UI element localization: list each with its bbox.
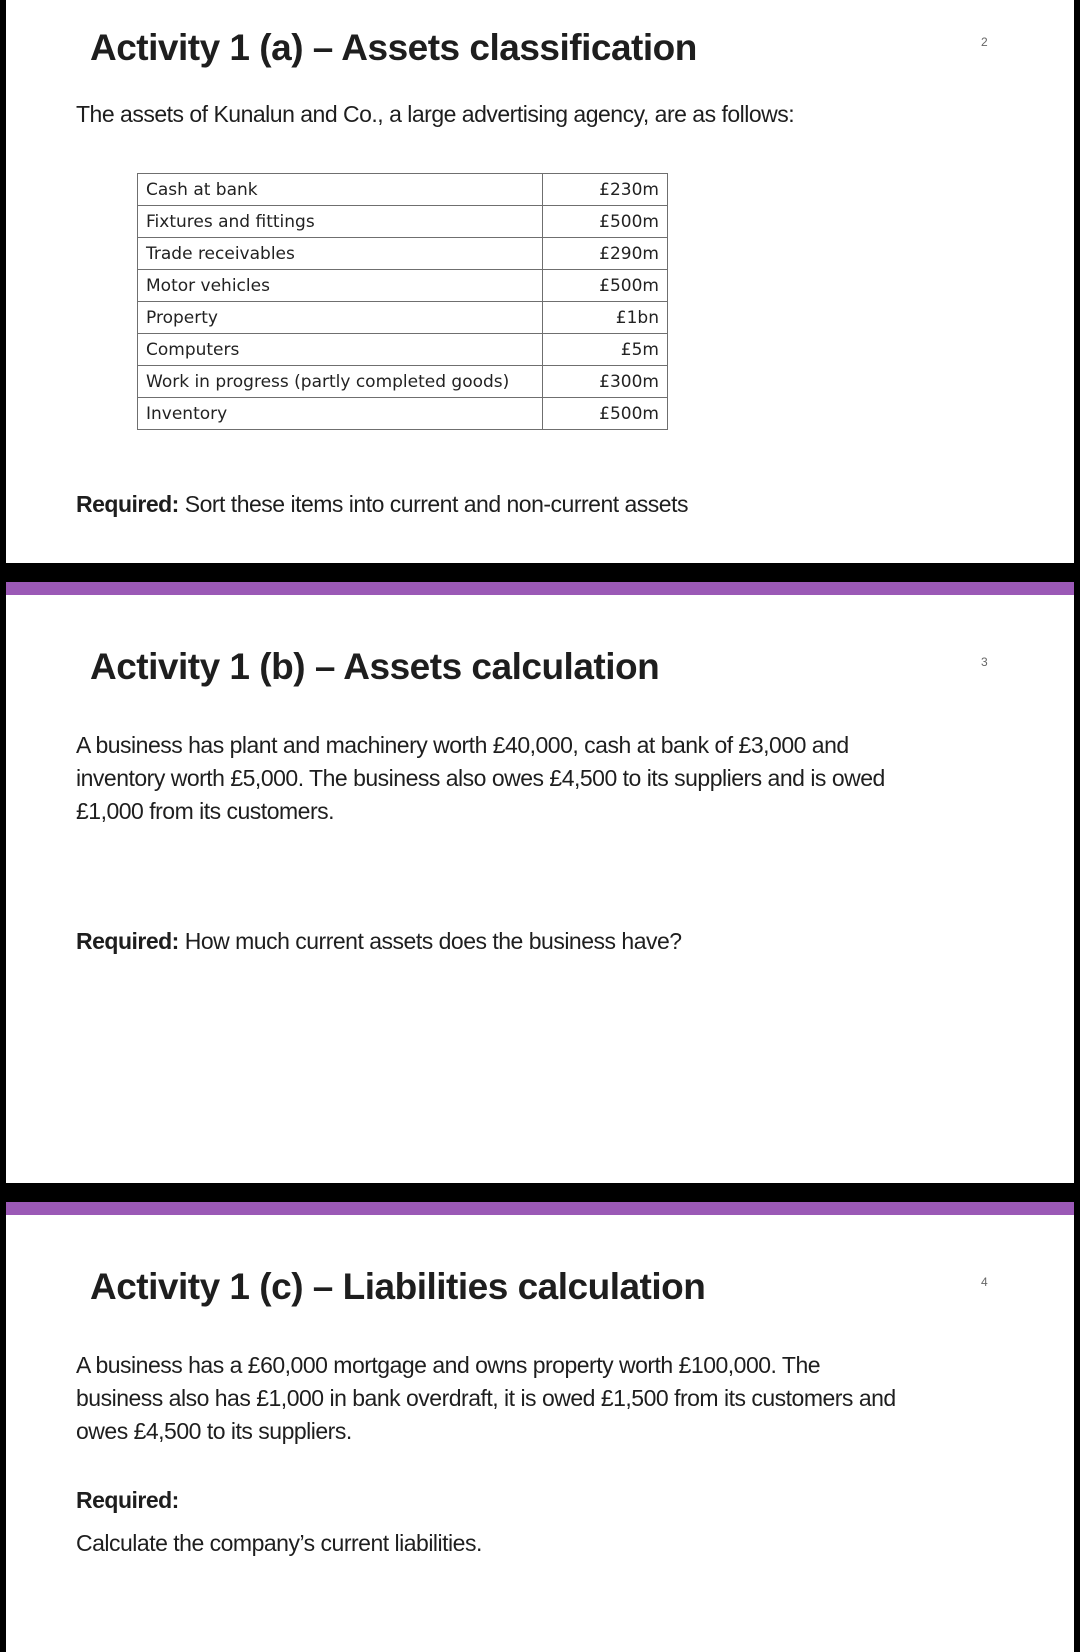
asset-value: £300m — [543, 366, 668, 398]
required-text — [76, 491, 688, 518]
asset-value: £500m — [543, 206, 668, 238]
asset-value: £5m — [543, 334, 668, 366]
asset-name: Motor vehicles — [138, 270, 543, 302]
required-text — [76, 928, 682, 955]
table-row — [138, 206, 668, 238]
table-row — [138, 366, 668, 398]
accent-bar — [6, 1202, 1074, 1215]
asset-name: Fixtures and fittings — [138, 206, 543, 238]
body-line: owes £4,500 to its suppliers. — [76, 1418, 352, 1444]
body-line: A business has plant and machinery worth £40,000, cash at bank of £3,000 and — [76, 732, 849, 758]
required-instruction: How much current assets does the business have? — [184, 928, 682, 954]
slide-activity-1a — [6, 0, 1074, 563]
slide-title: Activity 1 (c) – Liabilities calculation — [90, 1266, 706, 1307]
page-number: 2 — [981, 35, 988, 49]
asset-value: £230m — [543, 174, 668, 206]
asset-name: Work in progress (partly completed goods) — [138, 366, 543, 398]
asset-name: Cash at bank — [138, 174, 543, 206]
slide-title: Activity 1 (b) – Assets calculation — [90, 646, 660, 687]
required-instruction: Sort these items into current and non-current assets — [184, 491, 688, 517]
required-instruction: Calculate the company’s current liabilities. — [76, 1530, 482, 1556]
slide-title: Activity 1 (a) – Assets classification — [90, 27, 697, 68]
page-number: 4 — [981, 1275, 988, 1289]
asset-name: Property — [138, 302, 543, 334]
required-heading — [76, 1487, 179, 1514]
required-label: Required: — [76, 1487, 179, 1513]
body-line: inventory worth £5,000. The business also owes £4,500 to its suppliers and is owed — [76, 765, 885, 791]
body-line: A business has a £60,000 mortgage and owns property worth £100,000. The — [76, 1352, 821, 1378]
table-row — [138, 174, 668, 206]
body-line: business also has £1,000 in bank overdraft, it is owed £1,500 from its customers and — [76, 1385, 896, 1411]
slide-activity-1b — [6, 582, 1074, 1183]
asset-value: £1bn — [543, 302, 668, 334]
table-row — [138, 302, 668, 334]
asset-name: Trade receivables — [138, 238, 543, 270]
asset-name: Computers — [138, 334, 543, 366]
table-row — [138, 238, 668, 270]
intro-text: The assets of Kunalun and Co., a large advertising agency, are as follows: — [76, 101, 795, 127]
page-number: 3 — [981, 655, 988, 669]
slide-activity-1c — [6, 1202, 1074, 1652]
asset-value: £290m — [543, 238, 668, 270]
body-line: £1,000 from its customers. — [76, 798, 334, 824]
table-row — [138, 334, 668, 366]
required-label: Required: — [76, 491, 179, 517]
table-row — [138, 270, 668, 302]
table-row — [138, 398, 668, 430]
asset-value: £500m — [543, 398, 668, 430]
accent-bar — [6, 582, 1074, 595]
assets-table — [137, 173, 668, 430]
asset-name: Inventory — [138, 398, 543, 430]
required-label: Required: — [76, 928, 179, 954]
asset-value: £500m — [543, 270, 668, 302]
